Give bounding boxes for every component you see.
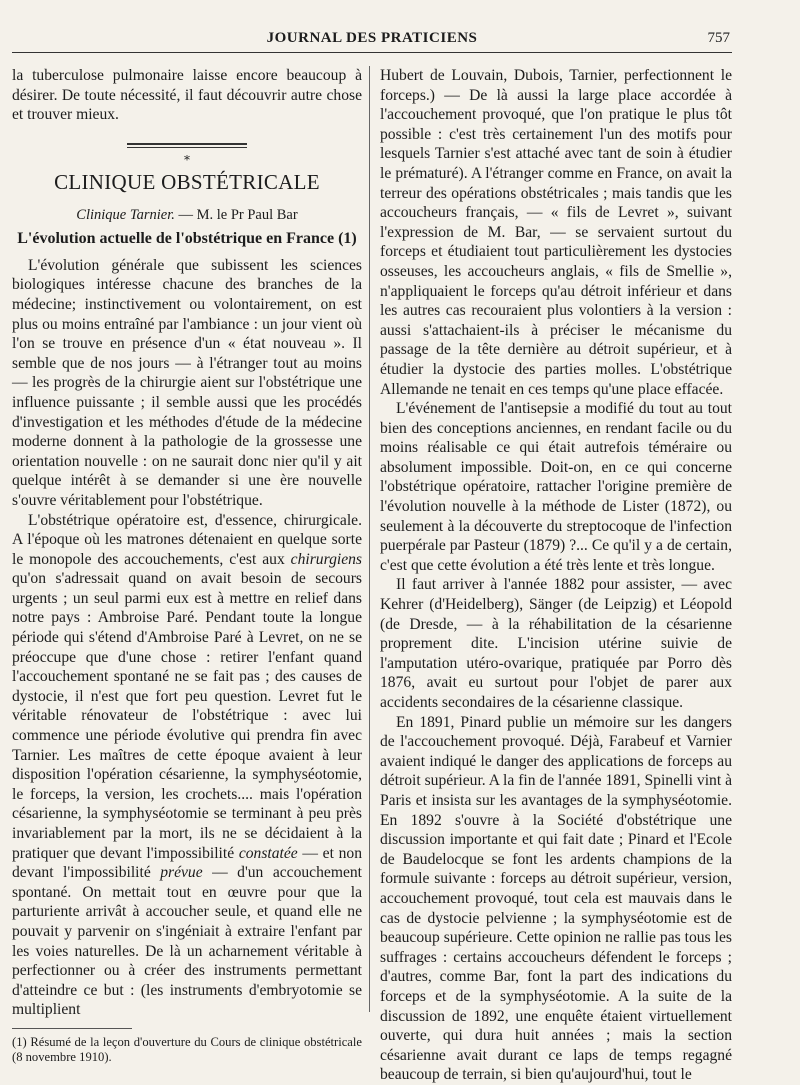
journal-title: JOURNAL DES PRATICIENS	[266, 30, 478, 46]
body-paragraph-4: L'événement de l'antisepsie a modifié du tout au tout bien des conceptions anciennes, en rendant facile ou du moins réalisable ce qui était autrefois téméraire ou absolument impossible. Doit-on, en ce qui concerne l'obstétrique opératoire, rattacher l'origine première de l'évolution nouvelle à la méthode de Lister (1872), ou seulement à la découverte du streptocoque de l'infection puerpérale par Pasteur (1879) ?... Ce qu'il y a de certain, c'est que cette évolution a été très lente et très longue.	[380, 400, 732, 574]
body-paragraph-3: Hubert de Louvain, Dubois, Tarnier, perfectionnent le forceps.) — De là aussi la large place accordée à l'accouchement provoqué, que l'on pratique le plus tôt possible : c'est très certainement l'un des motifs pour lesquels Tarnier s'est attaché avec tant de soin à étudier le prématuré). A l'étranger comme en France, on avait la terreur des opérations obstétricales ; mais tandis que les accoucheurs français, — « fils de Levret », suivant l'expression de M. Bar, — se servaient surtout du forceps et étudiaient tout particulièrement les dystocies osseuses, les accoucheurs anglais, « fils de Smellie », n'appliquaient le forceps qu'au détroit inférieur et dans les autres cas recouraient plus volontiers à la version : aussi s'attachaient-ils à préciser le mécanisme du passage de la tête dernière au détroit supérieur, et à étudier la dystocie des parties molles. L'obstétrique Allemande ne tenait en ces temps qu'une place effacée.	[380, 67, 732, 398]
italic-term: chirurgiens	[290, 550, 362, 568]
text-run: — d'un accouchement spontané. On mettait tout en œuvre pour que la parturiente arrivât à accoucher seule, et quand elle ne pouvait y parvenir on s'ingéniait à extraire l'enfant par les voies naturelles. De là un acharnement véritable à perfectionner ou à créer des instruments permettant d'atteindre ce but : (les instruments d'embryotomie se multiplient	[12, 864, 362, 1019]
italic-term: constatée	[238, 844, 298, 862]
italic-term: prévue	[160, 864, 203, 882]
footnote-rule	[12, 1028, 132, 1029]
clinic-author: — M. le Pr Paul Bar	[174, 206, 298, 223]
text-run: — et non devant l'impossibilité	[12, 844, 362, 882]
body-paragraph-2	[12, 511, 362, 1020]
right-column	[380, 66, 732, 1085]
body-paragraph-5: Il faut arriver à l'année 1882 pour assister, — avec Kehrer (d'Heidelberg), Sänger (de Leipzig) et Léopold (de Dresde, — à la réhabilitation de la césarienne proprement dite. L'incision utérine suivie de l'amputation utéro-ovarique, pratiquée par Porro dès 1876, avait eu surtout pour l'objet de parer aux accidents secondaires de la césarienne classique.	[380, 576, 732, 711]
clinic-place: Clinique Tarnier.	[76, 206, 175, 223]
page-number: 757	[707, 30, 730, 46]
body-paragraph-6: En 1891, Pinard publie un mémoire sur les dangers de l'accouchement provoqué. Déjà, Farabeuf et Varnier avaient indiqué le danger des applications de forceps au détroit supérieur. A la fin de l'année 1891, Spinelli vint à Paris et insista sur les avantages de la symphyséotomie. En 1892 s'ouvre à la Société d'obstétrique une discussion importante et qui fait date ; Pinard et l'Ecole de Baudelocque se font les ardents champions de la formule suivante : forceps au détroit supérieur, version, accouchement provoqué, tout cela est mauvais dans le cas de dystocie pelvienne ; la symphyséotomie est de beaucoup supérieure. Cette opinion ne rallie pas tous les suffrages : certains accoucheurs défendent le forceps ; d'autres, comme Bar, font la part des indications du forceps et de la symphyséotomie. A la suite de la discussion de 1892, une enquête étaient virtuellement ouverte, qui dura huit années ; mais la section césarienne avait durant ce laps de temps regagné beaucoup de terrain, si bien qu'aujourd'hui, tout le	[380, 713, 732, 1084]
running-header	[12, 28, 732, 53]
text-run: L'obstétrique opératoire est, d'essence, chirurgicale. A l'époque où les matrones détenaient en quelque sorte le monopole des accouchements, c'est aux	[12, 511, 362, 568]
section-title: CLINIQUE OBSTÉTRICALE	[54, 169, 320, 194]
article-title: L'évolution actuelle de l'obstétrique en France (1)	[17, 229, 357, 247]
left-column	[12, 66, 362, 1065]
text-run: qu'on s'adressait quand on avait besoin de secours urgents ; un seul parmi eux est à mettre en relief dans notre pays : Ambroise Paré. Pendant toute la longue période qui s'étend d'Ambroise Paré à Levret, on ne se préoccupe que d'une chose : retirer l'enfant quand l'accouchement spontané ne se fait pas ; des causes de dystocie, il n'est que fort peu question. Levret fut le véritable rénovateur de l'obstétrique : avec lui commence une période évolutive qui prendra fin avec Tarnier. Les maîtres de cette époque avaient à leur disposition l'opération césarienne, la symphyséotomie, le forceps, la version, les crochets.... mais l'opération césarienne, la symphyséotomie se terminant à peu près invariablement par la mort, ils ne se décidaient à la pratiquer que devant l'impossibilité	[12, 570, 362, 862]
section-rule	[127, 143, 247, 148]
section-ornament: ⁎	[184, 148, 190, 163]
intro-paragraph: la tuberculose pulmonaire laisse encore beaucoup à désirer. De toute nécessité, il faut découvrir autre chose et trouver mieux.	[12, 67, 362, 124]
footnote: (1) Résumé de la leçon d'ouverture du Cours de clinique obstétricale (8 novembre 1910).	[12, 1034, 362, 1064]
column-divider	[369, 66, 370, 1012]
body-paragraph-1: L'évolution générale que subissent les sciences biologiques intéresse chacune des branches de la médecine; instinctivement ou volontairement, on est plus ou moins entraîné par l'ambiance : un jour vient où l'on se trouve en présence d'un « état nouveau ». Il semble que de nos jours — à l'étranger tout au moins — les progrès de la chirurgie aient sur l'obstétrique une influence puissante ; il semble aussi que les procédés d'investigation et les méthodes d'étude de la médecine moderne donnent à la pathologie de la grossesse une orientation nouvelle : on ne saurait donc nier qu'il y ait quelque intérêt à se demander si une ère nouvelle s'ouvre véritablement pour l'obstétrique.	[12, 256, 362, 509]
clinic-byline	[12, 207, 362, 224]
